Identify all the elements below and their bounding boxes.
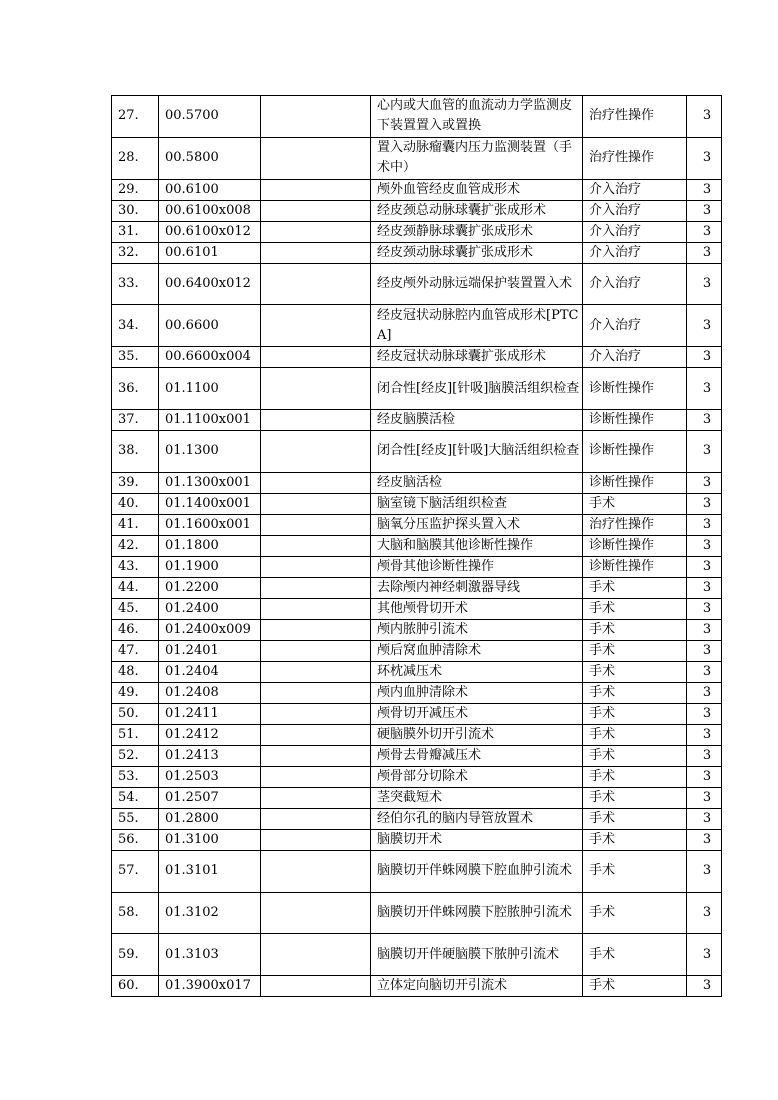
blank-cell — [261, 535, 371, 556]
blank-cell — [261, 808, 371, 829]
procedure-name: 脑氧分压监护探头置入术 — [371, 514, 583, 535]
procedure-type: 手术 — [583, 640, 687, 661]
table-row — [112, 535, 722, 556]
procedure-grade: 3 — [687, 514, 722, 535]
row-number: 59. — [112, 934, 159, 976]
table-row — [112, 934, 722, 976]
row-number: 27. — [112, 96, 159, 138]
procedure-grade: 3 — [687, 619, 722, 640]
row-number: 57. — [112, 850, 159, 892]
procedure-code: 01.1300 — [159, 430, 261, 472]
blank-cell — [261, 556, 371, 577]
table-row — [112, 598, 722, 619]
procedure-name: 颅内血肿清除术 — [371, 682, 583, 703]
procedure-table-body — [112, 96, 722, 997]
blank-cell — [261, 179, 371, 200]
blank-cell — [261, 493, 371, 514]
table-row — [112, 221, 722, 242]
procedure-name: 闭合性[经皮][针吸]脑膜活组织检查 — [371, 368, 583, 410]
table-row — [112, 850, 722, 892]
procedure-name: 经皮脑活检 — [371, 472, 583, 493]
procedure-grade: 3 — [687, 137, 722, 179]
blank-cell — [261, 409, 371, 430]
procedure-type: 手术 — [583, 619, 687, 640]
procedure-grade: 3 — [687, 661, 722, 682]
procedure-code: 01.2503 — [159, 766, 261, 787]
procedure-grade: 3 — [687, 598, 722, 619]
blank-cell — [261, 305, 371, 347]
blank-cell — [261, 766, 371, 787]
procedure-name: 置入动脉瘤囊内压力监测装置（手术中） — [371, 137, 583, 179]
procedure-name: 颅后窝血肿清除术 — [371, 640, 583, 661]
procedure-code: 01.2800 — [159, 808, 261, 829]
table-row — [112, 808, 722, 829]
procedure-code: 00.6100x012 — [159, 221, 261, 242]
row-number: 38. — [112, 430, 159, 472]
procedure-name: 经皮颈总动脉球囊扩张成形术 — [371, 200, 583, 221]
procedure-code: 01.2507 — [159, 787, 261, 808]
blank-cell — [261, 137, 371, 179]
table-row — [112, 179, 722, 200]
procedure-table — [111, 95, 722, 997]
blank-cell — [261, 619, 371, 640]
blank-cell — [261, 724, 371, 745]
procedure-grade: 3 — [687, 892, 722, 934]
procedure-grade: 3 — [687, 221, 722, 242]
blank-cell — [261, 368, 371, 410]
procedure-type: 治疗性操作 — [583, 96, 687, 138]
procedure-name: 闭合性[经皮][针吸]大脑活组织检查 — [371, 430, 583, 472]
procedure-type: 诊断性操作 — [583, 368, 687, 410]
table-row — [112, 472, 722, 493]
procedure-code: 01.1600x001 — [159, 514, 261, 535]
procedure-name: 经伯尔孔的脑内导管放置术 — [371, 808, 583, 829]
procedure-code: 01.2411 — [159, 703, 261, 724]
procedure-code: 01.2404 — [159, 661, 261, 682]
procedure-code: 01.1300x001 — [159, 472, 261, 493]
procedure-type: 介入治疗 — [583, 263, 687, 305]
procedure-type: 诊断性操作 — [583, 535, 687, 556]
procedure-code: 01.1800 — [159, 535, 261, 556]
row-number: 37. — [112, 409, 159, 430]
procedure-code: 01.3100 — [159, 829, 261, 850]
procedure-name: 立体定向脑切开引流术 — [371, 976, 583, 997]
table-row — [112, 745, 722, 766]
row-number: 45. — [112, 598, 159, 619]
table-row — [112, 787, 722, 808]
procedure-grade: 3 — [687, 976, 722, 997]
row-number: 47. — [112, 640, 159, 661]
blank-cell — [261, 96, 371, 138]
procedure-grade: 3 — [687, 409, 722, 430]
procedure-code: 01.2401 — [159, 640, 261, 661]
row-number: 60. — [112, 976, 159, 997]
procedure-code: 01.2400x009 — [159, 619, 261, 640]
procedure-name: 脑膜切开伴蛛网膜下腔血肿引流术 — [371, 850, 583, 892]
procedure-type: 手术 — [583, 577, 687, 598]
procedure-grade: 3 — [687, 200, 722, 221]
procedure-name: 大脑和脑膜其他诊断性操作 — [371, 535, 583, 556]
procedure-grade: 3 — [687, 305, 722, 347]
table-row — [112, 976, 722, 997]
row-number: 51. — [112, 724, 159, 745]
procedure-code: 01.1100 — [159, 368, 261, 410]
procedure-type: 诊断性操作 — [583, 472, 687, 493]
procedure-name: 经皮冠状动脉腔内血管成形术[PTCA] — [371, 305, 583, 347]
blank-cell — [261, 347, 371, 368]
procedure-grade: 3 — [687, 556, 722, 577]
procedure-type: 手术 — [583, 766, 687, 787]
table-row — [112, 347, 722, 368]
procedure-code: 01.3101 — [159, 850, 261, 892]
row-number: 29. — [112, 179, 159, 200]
procedure-grade: 3 — [687, 368, 722, 410]
table-row — [112, 703, 722, 724]
procedure-code: 00.6400x012 — [159, 263, 261, 305]
table-row — [112, 619, 722, 640]
blank-cell — [261, 242, 371, 263]
blank-cell — [261, 577, 371, 598]
table-row — [112, 661, 722, 682]
procedure-grade: 3 — [687, 745, 722, 766]
row-number: 43. — [112, 556, 159, 577]
table-row — [112, 96, 722, 138]
procedure-grade: 3 — [687, 829, 722, 850]
procedure-name: 经皮冠状动脉球囊扩张成形术 — [371, 347, 583, 368]
procedure-name: 颅骨其他诊断性操作 — [371, 556, 583, 577]
procedure-grade: 3 — [687, 787, 722, 808]
procedure-name: 颅骨切开减压术 — [371, 703, 583, 724]
procedure-name: 脑室镜下脑活组织检查 — [371, 493, 583, 514]
row-number: 50. — [112, 703, 159, 724]
table-row — [112, 493, 722, 514]
blank-cell — [261, 221, 371, 242]
blank-cell — [261, 787, 371, 808]
procedure-code: 00.6101 — [159, 242, 261, 263]
row-number: 28. — [112, 137, 159, 179]
row-number: 31. — [112, 221, 159, 242]
table-row — [112, 514, 722, 535]
row-number: 39. — [112, 472, 159, 493]
procedure-type: 手术 — [583, 829, 687, 850]
table-row — [112, 682, 722, 703]
procedure-grade: 3 — [687, 430, 722, 472]
procedure-grade: 3 — [687, 766, 722, 787]
procedure-name: 心内或大血管的血流动力学监测皮下装置置入或置换 — [371, 96, 583, 138]
row-number: 49. — [112, 682, 159, 703]
row-number: 44. — [112, 577, 159, 598]
procedure-code: 01.2408 — [159, 682, 261, 703]
procedure-code: 00.6100x008 — [159, 200, 261, 221]
procedure-type: 诊断性操作 — [583, 409, 687, 430]
blank-cell — [261, 682, 371, 703]
blank-cell — [261, 892, 371, 934]
procedure-grade: 3 — [687, 347, 722, 368]
procedure-code: 01.2400 — [159, 598, 261, 619]
procedure-name: 经皮颈静脉球囊扩张成形术 — [371, 221, 583, 242]
row-number: 33. — [112, 263, 159, 305]
row-number: 55. — [112, 808, 159, 829]
procedure-name: 其他颅骨切开术 — [371, 598, 583, 619]
procedure-type: 手术 — [583, 598, 687, 619]
procedure-code: 01.1400x001 — [159, 493, 261, 514]
procedure-name: 颅内脓肿引流术 — [371, 619, 583, 640]
table-row — [112, 430, 722, 472]
procedure-type: 手术 — [583, 934, 687, 976]
procedure-type: 手术 — [583, 976, 687, 997]
table-row — [112, 892, 722, 934]
procedure-grade: 3 — [687, 724, 722, 745]
procedure-grade: 3 — [687, 535, 722, 556]
procedure-type: 手术 — [583, 493, 687, 514]
procedure-type: 治疗性操作 — [583, 514, 687, 535]
procedure-name: 经皮颈动脉球囊扩张成形术 — [371, 242, 583, 263]
procedure-type: 手术 — [583, 745, 687, 766]
procedure-type: 手术 — [583, 703, 687, 724]
table-row — [112, 766, 722, 787]
blank-cell — [261, 829, 371, 850]
procedure-code: 01.3103 — [159, 934, 261, 976]
procedure-type: 手术 — [583, 808, 687, 829]
procedure-type: 治疗性操作 — [583, 137, 687, 179]
row-number: 42. — [112, 535, 159, 556]
procedure-type: 手术 — [583, 787, 687, 808]
blank-cell — [261, 263, 371, 305]
procedure-grade: 3 — [687, 703, 722, 724]
procedure-code: 00.6600x004 — [159, 347, 261, 368]
row-number: 58. — [112, 892, 159, 934]
row-number: 48. — [112, 661, 159, 682]
procedure-type: 手术 — [583, 661, 687, 682]
blank-cell — [261, 850, 371, 892]
procedure-grade: 3 — [687, 493, 722, 514]
procedure-type: 介入治疗 — [583, 221, 687, 242]
blank-cell — [261, 934, 371, 976]
procedure-code: 00.6100 — [159, 179, 261, 200]
procedure-grade: 3 — [687, 640, 722, 661]
procedure-grade: 3 — [687, 850, 722, 892]
blank-cell — [261, 745, 371, 766]
table-row — [112, 368, 722, 410]
procedure-type: 诊断性操作 — [583, 430, 687, 472]
blank-cell — [261, 976, 371, 997]
table-row — [112, 577, 722, 598]
procedure-code: 01.2200 — [159, 577, 261, 598]
row-number: 52. — [112, 745, 159, 766]
row-number: 46. — [112, 619, 159, 640]
procedure-type: 手术 — [583, 850, 687, 892]
row-number: 36. — [112, 368, 159, 410]
procedure-type: 介入治疗 — [583, 242, 687, 263]
table-row — [112, 305, 722, 347]
procedure-code: 01.2412 — [159, 724, 261, 745]
blank-cell — [261, 640, 371, 661]
procedure-type: 介入治疗 — [583, 200, 687, 221]
procedure-code: 01.3102 — [159, 892, 261, 934]
procedure-type: 介入治疗 — [583, 305, 687, 347]
procedure-type: 手术 — [583, 724, 687, 745]
procedure-grade: 3 — [687, 96, 722, 138]
blank-cell — [261, 514, 371, 535]
row-number: 40. — [112, 493, 159, 514]
blank-cell — [261, 472, 371, 493]
procedure-code: 00.5700 — [159, 96, 261, 138]
row-number: 56. — [112, 829, 159, 850]
procedure-code: 01.1100x001 — [159, 409, 261, 430]
procedure-name: 颅骨部分切除术 — [371, 766, 583, 787]
row-number: 54. — [112, 787, 159, 808]
procedure-name: 茎突截短术 — [371, 787, 583, 808]
table-row — [112, 829, 722, 850]
table-row — [112, 263, 722, 305]
procedure-grade: 3 — [687, 179, 722, 200]
procedure-grade: 3 — [687, 263, 722, 305]
procedure-grade: 3 — [687, 472, 722, 493]
procedure-code: 01.3900x017 — [159, 976, 261, 997]
procedure-grade: 3 — [687, 808, 722, 829]
blank-cell — [261, 430, 371, 472]
row-number: 30. — [112, 200, 159, 221]
table-row — [112, 724, 722, 745]
procedure-code: 01.2413 — [159, 745, 261, 766]
table-row — [112, 200, 722, 221]
row-number: 53. — [112, 766, 159, 787]
procedure-type: 手术 — [583, 892, 687, 934]
procedure-grade: 3 — [687, 934, 722, 976]
procedure-name: 硬脑膜外切开引流术 — [371, 724, 583, 745]
blank-cell — [261, 703, 371, 724]
procedure-name: 脑膜切开伴硬脑膜下脓肿引流术 — [371, 934, 583, 976]
procedure-name: 脑膜切开伴蛛网膜下腔脓肿引流术 — [371, 892, 583, 934]
procedure-name: 经皮脑膜活检 — [371, 409, 583, 430]
table-row — [112, 409, 722, 430]
procedure-grade: 3 — [687, 577, 722, 598]
procedure-name: 脑膜切开术 — [371, 829, 583, 850]
procedure-name: 去除颅内神经刺激器导线 — [371, 577, 583, 598]
blank-cell — [261, 598, 371, 619]
procedure-type: 手术 — [583, 682, 687, 703]
procedure-name: 颅骨去骨瓣减压术 — [371, 745, 583, 766]
procedure-type: 诊断性操作 — [583, 556, 687, 577]
table-row — [112, 137, 722, 179]
row-number: 32. — [112, 242, 159, 263]
procedure-grade: 3 — [687, 242, 722, 263]
procedure-code: 01.1900 — [159, 556, 261, 577]
blank-cell — [261, 200, 371, 221]
table-row — [112, 242, 722, 263]
procedure-name: 颅外血管经皮血管成形术 — [371, 179, 583, 200]
table-row — [112, 556, 722, 577]
row-number: 34. — [112, 305, 159, 347]
blank-cell — [261, 661, 371, 682]
table-row — [112, 640, 722, 661]
procedure-code: 00.5800 — [159, 137, 261, 179]
procedure-code: 00.6600 — [159, 305, 261, 347]
procedure-name: 经皮颅外动脉远端保护装置置入术 — [371, 263, 583, 305]
procedure-name: 环枕减压术 — [371, 661, 583, 682]
procedure-grade: 3 — [687, 682, 722, 703]
procedure-type: 介入治疗 — [583, 347, 687, 368]
row-number: 41. — [112, 514, 159, 535]
row-number: 35. — [112, 347, 159, 368]
procedure-type: 介入治疗 — [583, 179, 687, 200]
